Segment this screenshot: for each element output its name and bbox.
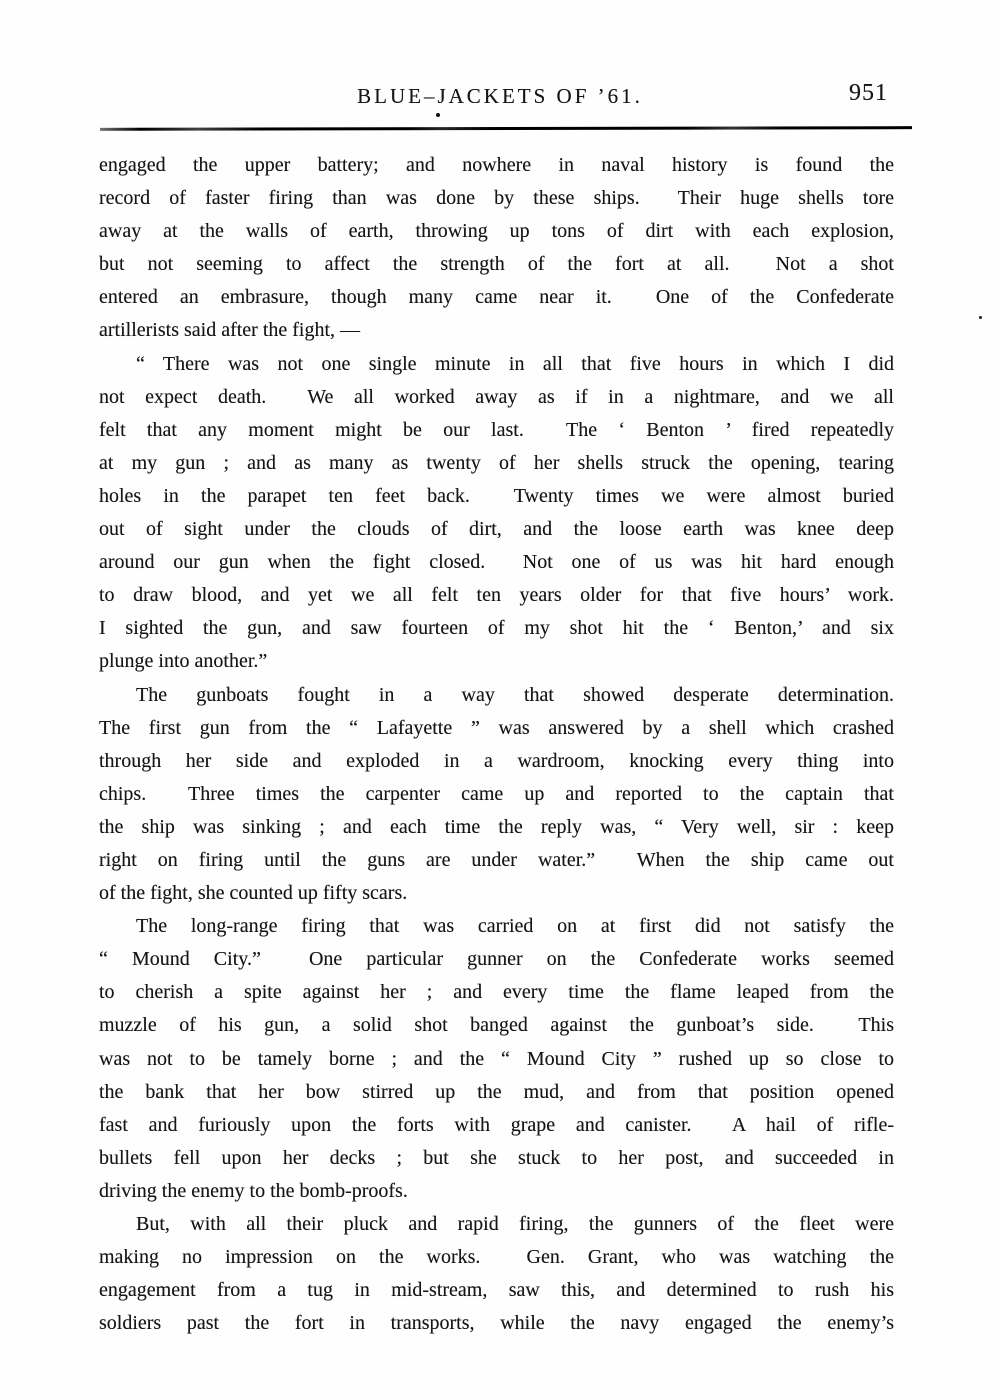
scan-artifact-dot: [436, 113, 440, 117]
text-line: the bank that her bow stirred up the mud, and from that position opened: [99, 1080, 894, 1103]
text-line: holes in the parapet ten feet back. Twenty times we were almost buried: [99, 484, 894, 507]
text-line: away at the walls of earth, throwing up tons of dirt with each explosion,: [99, 220, 894, 243]
text-line: out of sight under the clouds of dirt, and the loose earth was knee deep: [99, 518, 894, 541]
text-line: The gunboats fought in a way that showed desperate determination.: [136, 683, 894, 706]
text-line: The long-range firing that was carried on at first did not satisfy the: [136, 915, 894, 938]
text-line: The first gun from the “ Lafayette ” was answered by a shell which crashed: [99, 716, 894, 739]
text-line: of the fight, she counted up fifty scars.: [99, 882, 408, 905]
text-line: to draw blood, and yet we all felt ten years older for that five hours’ work.: [99, 584, 894, 607]
text-line: chips. Three times the carpenter came up and reported to the captain that: [99, 782, 894, 805]
page-number: 951: [849, 80, 888, 106]
text-line: through her side and exploded in a wardroom, knocking every thing into: [99, 749, 894, 772]
scan-artifact-dot: [979, 316, 982, 319]
text-line: bullets fell upon her decks ; but she stuck to her post, and succeeded in: [99, 1146, 894, 1169]
text-line: was not to be tamely borne ; and the “ Mound City ” rushed up so close to: [99, 1047, 894, 1070]
text-line: to cherish a spite against her ; and every time the flame leaped from the: [99, 981, 894, 1004]
text-line: felt that any moment might be our last. The ‘ Benton ’ fired repeatedly: [99, 418, 894, 441]
text-line: “ Mound City.” One particular gunner on the Confederate works seemed: [99, 948, 894, 971]
text-line: right on firing until the guns are under water.” When the ship came out: [99, 848, 894, 871]
text-line: I sighted the gun, and saw fourteen of my shot hit the ‘ Benton,’ and six: [99, 617, 894, 640]
text-line: engaged the upper battery; and nowhere in naval history is found the: [99, 154, 894, 176]
body-text: [99, 149, 894, 1340]
text-line: fast and furiously upon the forts with grape and canister. A hail of rifle-: [99, 1113, 894, 1136]
text-line: entered an embrasure, though many came near it. One of the Confederate: [99, 286, 894, 309]
text-line: But, with all their pluck and rapid firing, the gunners of the fleet were: [136, 1213, 894, 1235]
text-line: around our gun when the fight closed. Not one of us was hit hard enough: [99, 551, 894, 574]
header-rule: [100, 126, 912, 131]
text-line: artillerists said after the fight, —: [99, 319, 361, 342]
text-line: but not seeming to affect the strength of the fort at all. Not a shot: [99, 253, 894, 276]
text-line: not expect death. We all worked away as if in a nightmare, and we all: [99, 385, 894, 408]
text-line: “ There was not one single minute in all that five hours in which I did: [136, 352, 894, 375]
text-line: record of faster firing than was done by these ships. Their huge shells tore: [99, 187, 894, 210]
text-line: plunge into another.”: [99, 650, 268, 673]
text-line: making no impression on the works. Gen. Grant, who was watching the: [99, 1246, 894, 1269]
text-line: the ship was sinking ; and each time the reply was, “ Very well, sir : keep: [99, 815, 894, 838]
text-line: muzzle of his gun, a solid shot banged against the gunboat’s side. This: [99, 1014, 894, 1037]
text-line: soldiers past the fort in transports, while the navy engaged the enemy’s: [99, 1312, 894, 1335]
text-line: driving the enemy to the bomb-proofs.: [99, 1179, 408, 1202]
text-line: engagement from a tug in mid-stream, saw this, and determined to rush his: [99, 1279, 894, 1302]
running-head-title: BLUE–JACKETS OF ’61.: [357, 84, 643, 108]
text-line: at my gun ; and as many as twenty of her shells struck the opening, tearing: [99, 451, 894, 474]
